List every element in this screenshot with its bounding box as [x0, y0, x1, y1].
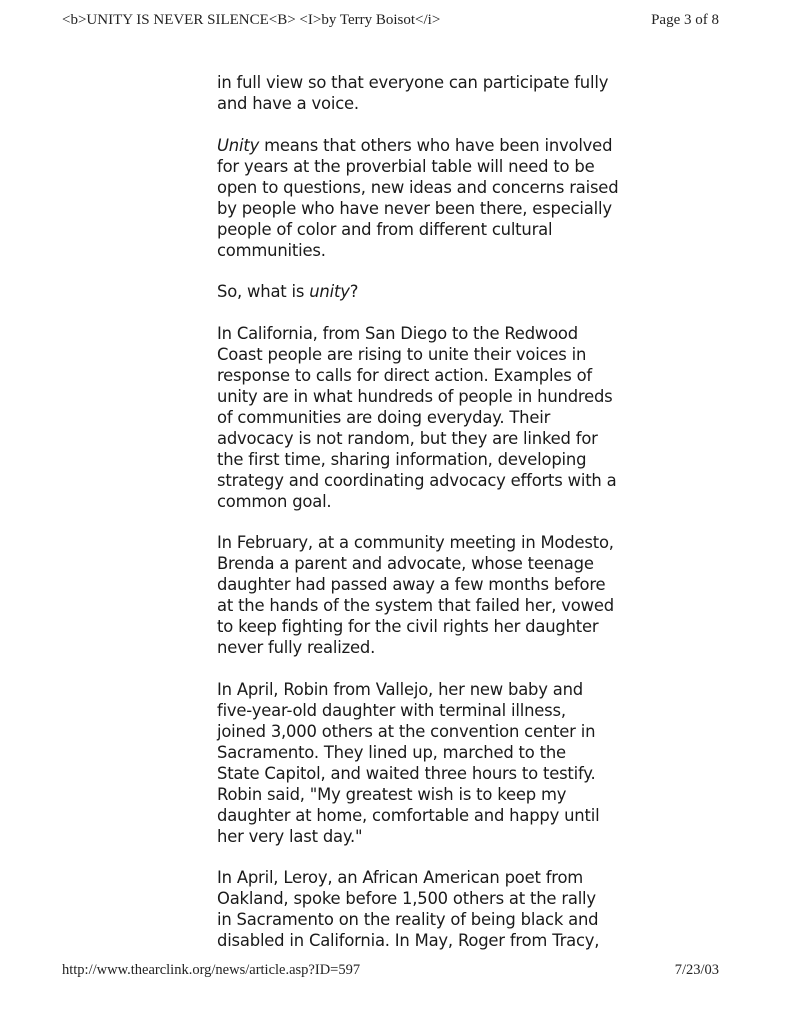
text-line: Sacramento. They lined up, marched to the	[217, 742, 566, 762]
paragraph-4	[217, 323, 637, 512]
text-line: for years at the proverbial table will need to be	[217, 156, 595, 176]
text-line: never fully realized.	[217, 638, 376, 657]
text-line: the first time, sharing information, developing	[217, 449, 587, 469]
text-line	[217, 281, 637, 302]
text-line: disabled in California. In May, Roger from Tracy,	[217, 931, 600, 950]
text-line: by people who have never been there, especially	[217, 198, 612, 218]
text-run: So, what is	[217, 282, 310, 301]
document-header-title: <b>UNITY IS NEVER SILENCE<B> <I>by Terry Boisot</i>	[62, 12, 441, 28]
text-line: common goal.	[217, 491, 332, 511]
text-line: In California, from San Diego to the Redwood	[217, 323, 578, 343]
text-line: communities.	[217, 240, 326, 260]
paragraph-7	[217, 867, 637, 951]
text-line: five-year-old daughter with terminal illness,	[217, 700, 566, 720]
text-line: Robin said, "My greatest wish is to keep my	[217, 784, 567, 804]
text-line: in full view so that everyone can participate fully	[217, 73, 609, 92]
source-url: http://www.thearclink.org/news/article.asp?ID=597	[62, 962, 361, 978]
text-line: daughter had passed away a few months before	[217, 575, 606, 594]
paragraph-6	[217, 679, 637, 847]
text-line: advocacy is not random, but they are linked for	[217, 428, 598, 448]
print-date: 7/23/03	[674, 962, 719, 978]
text-run: ?	[349, 282, 359, 301]
text-line: In April, Leroy, an African American poet from	[217, 868, 584, 887]
text-line	[217, 135, 637, 156]
text-line: response to calls for direct action. Examples of	[217, 365, 592, 385]
text-line: and have a voice.	[217, 94, 359, 113]
page-number: Page 3 of 8	[651, 12, 719, 28]
text-line: In April, Robin from Vallejo, her new baby and	[217, 679, 583, 699]
text-line: State Capitol, and waited three hours to testify.	[217, 763, 596, 783]
text-line: In February, at a community meeting in Modesto,	[217, 533, 614, 552]
emphasis-unity: unity	[309, 282, 350, 301]
text-line: Oakland, spoke before 1,500 others at the rally	[217, 889, 596, 908]
text-line: of communities are doing everyday. Their	[217, 407, 551, 427]
text-line: at the hands of the system that failed her, vowed	[217, 596, 614, 615]
paragraph-1	[217, 72, 637, 114]
text-line: open to questions, new ideas and concerns raised	[217, 177, 619, 197]
text-run: means that others who have been involved	[259, 135, 613, 155]
paragraph-2	[217, 135, 637, 261]
paragraph-3	[217, 281, 637, 302]
text-line: Coast people are rising to unite their voices in	[217, 344, 587, 364]
article-body	[217, 72, 637, 972]
paragraph-5	[217, 532, 637, 658]
text-line: in Sacramento on the reality of being black and	[217, 910, 599, 929]
text-line: daughter at home, comfortable and happy until	[217, 805, 600, 825]
text-line: her very last day."	[217, 826, 363, 846]
text-line: Brenda a parent and advocate, whose teenage	[217, 554, 594, 573]
emphasis-unity: Unity	[217, 135, 260, 155]
text-line: to keep fighting for the civil rights her daughter	[217, 617, 599, 636]
text-line: joined 3,000 others at the convention center in	[217, 721, 596, 741]
text-line: unity are in what hundreds of people in hundreds	[217, 386, 613, 406]
text-line: strategy and coordinating advocacy efforts with a	[217, 470, 617, 490]
text-line: people of color and from different cultural	[217, 219, 553, 239]
